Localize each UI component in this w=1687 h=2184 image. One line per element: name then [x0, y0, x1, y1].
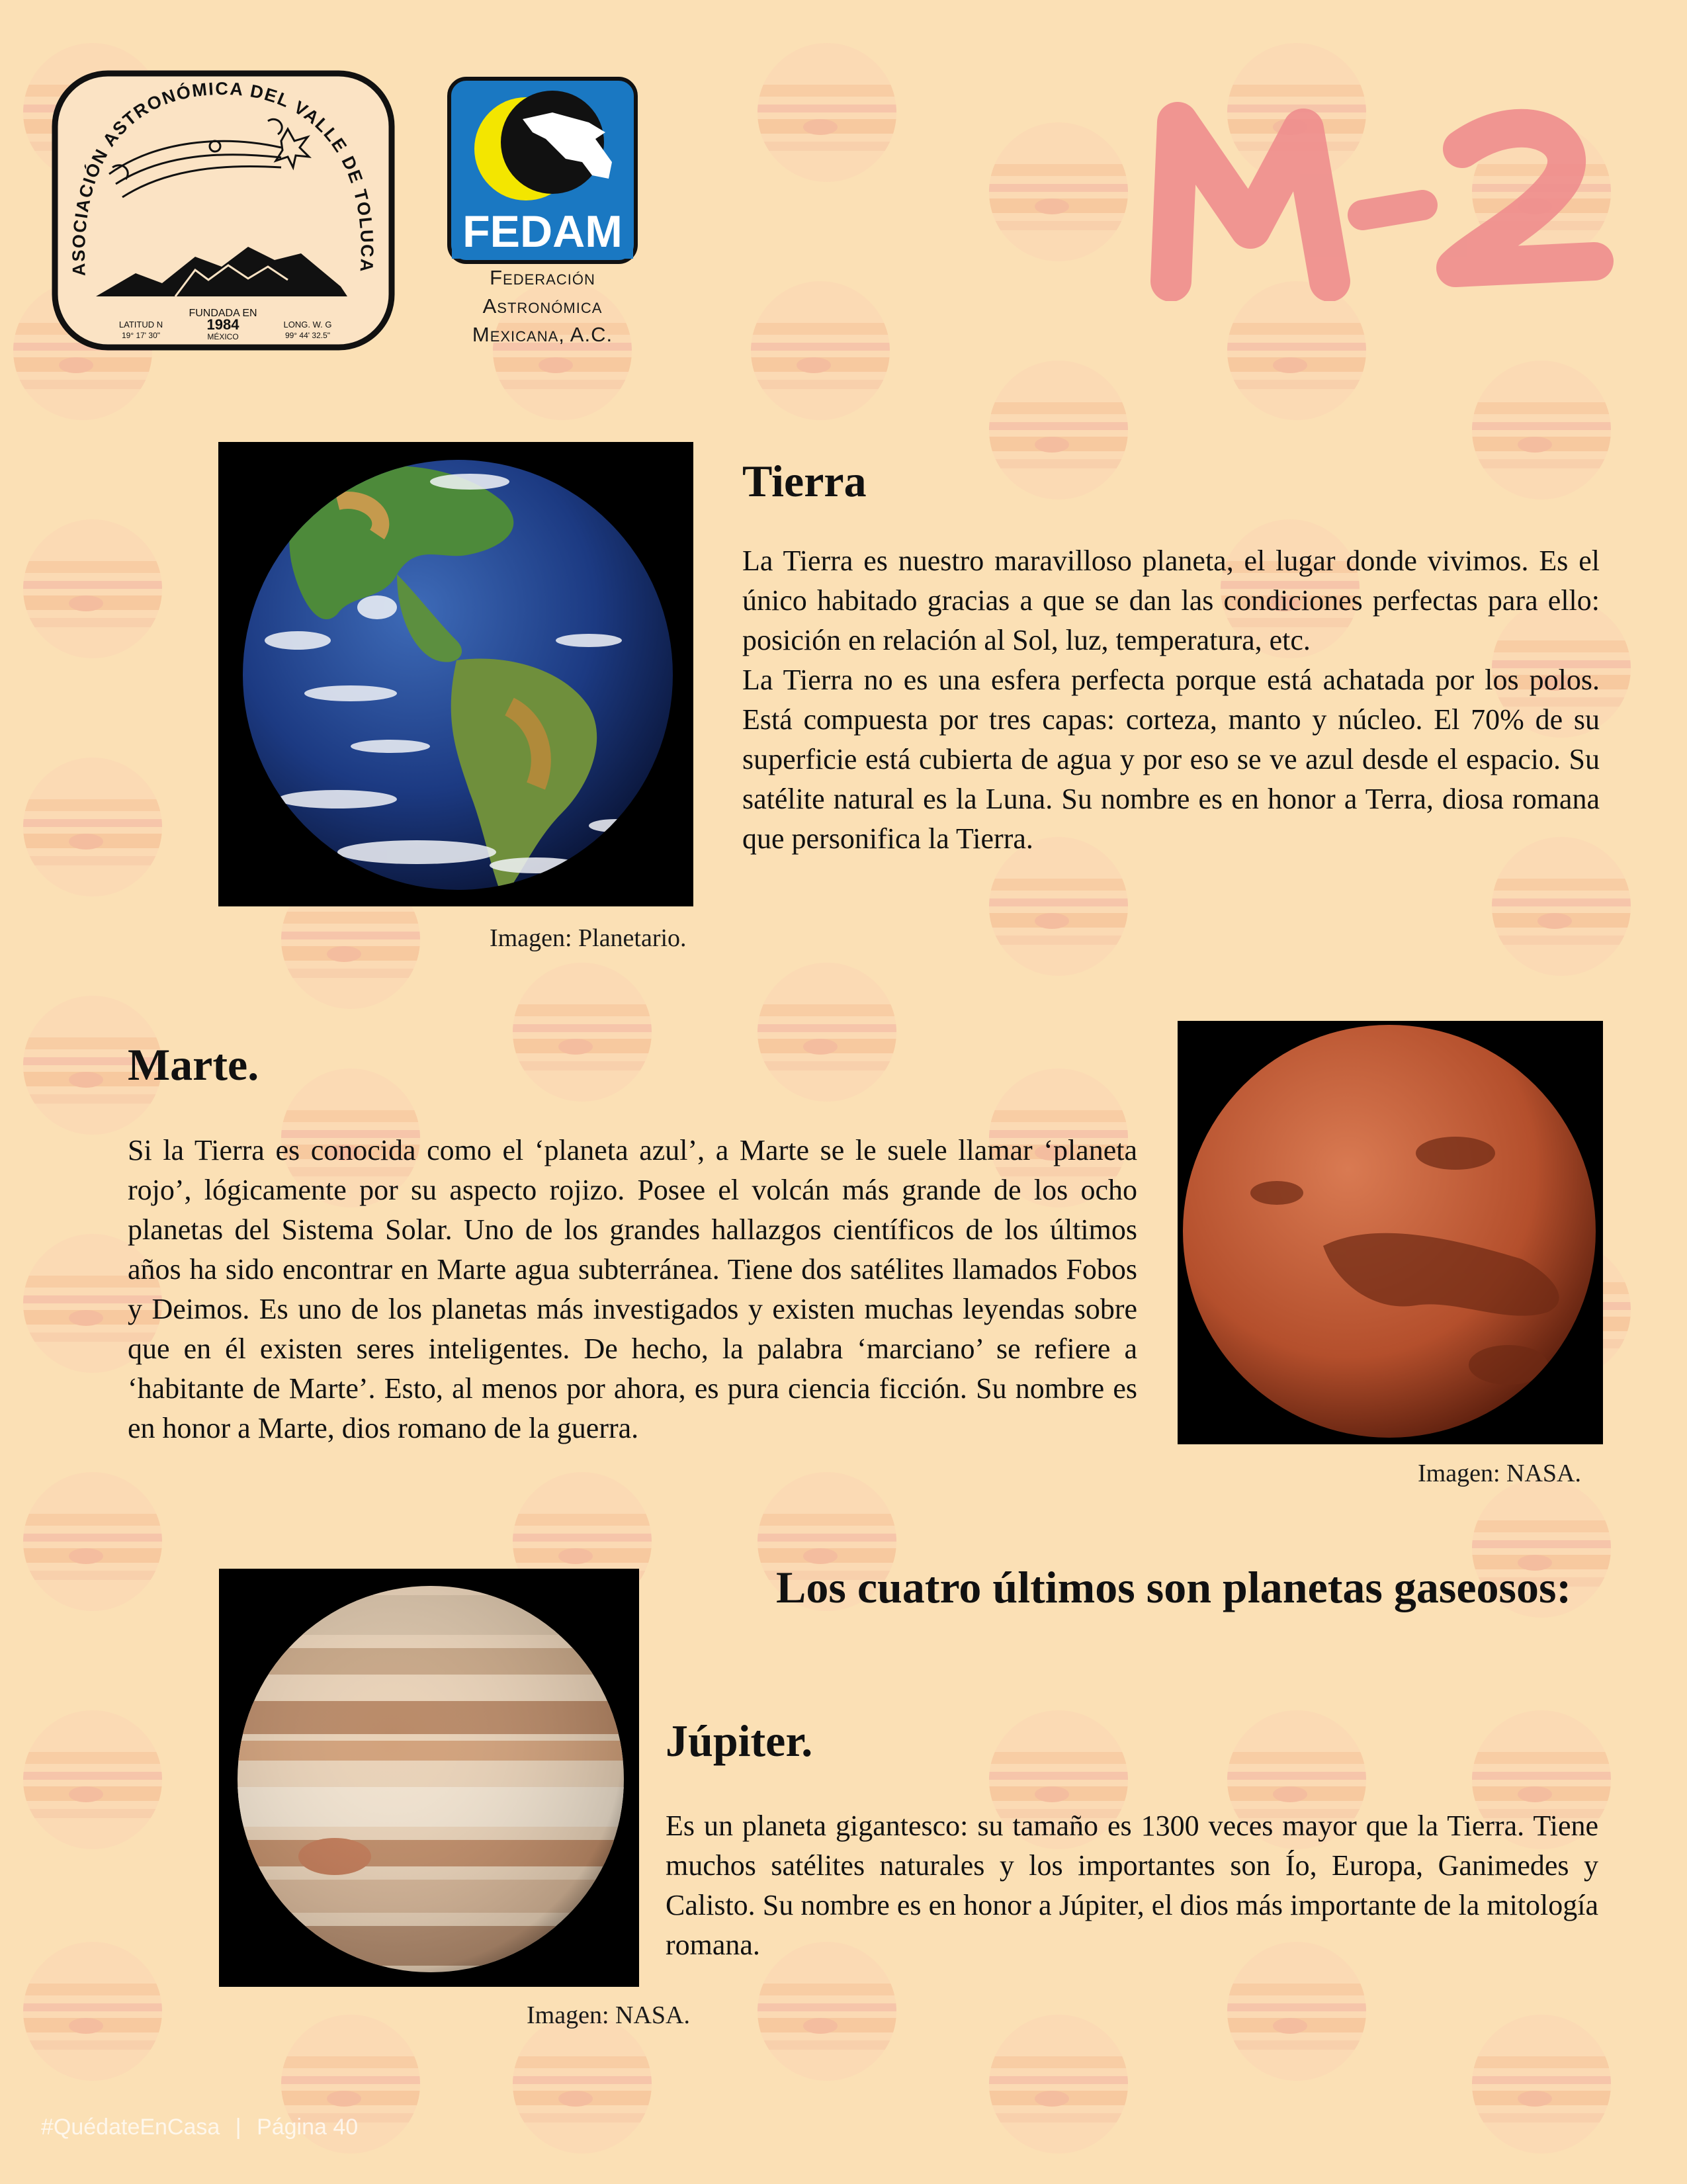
jupiter-paragraph: Es un planeta gigantesco: su tamaño es 1300 veces mayor que la Tierra. Tiene muchos satélites naturales y los importantes son Ío, Europa, Ganimedes y Calisto. Su nombre es en honor a Júpiter, el dios más importante de la mitología romana. — [666, 1810, 1598, 1961]
fedam-caption-line1: Federación — [490, 266, 595, 289]
fedam-caption-line2: Astronómica — [482, 294, 603, 318]
jupiter-image-credit: Imagen: NASA. — [527, 2001, 690, 2029]
association-long-label: LONG. W. G — [283, 320, 332, 329]
association-logo — [50, 68, 397, 353]
footer-hashtag: #QuédateEnCasa — [41, 2115, 220, 2140]
jupiter-title: Júpiter. — [666, 1716, 813, 1766]
fedam-logo — [447, 76, 638, 265]
mars-image — [1178, 1021, 1603, 1444]
association-lat-label: LATITUD N — [118, 320, 163, 329]
association-lat-value: 19° 17' 30" — [121, 331, 161, 340]
mars-icon — [1178, 1021, 1603, 1444]
mars-image-credit: Imagen: NASA. — [1418, 1460, 1581, 1487]
fedam-caption — [430, 263, 655, 349]
jupiter-text — [666, 1806, 1598, 1965]
page-footer — [41, 2115, 358, 2140]
fedam-acronym: FEDAM — [462, 206, 623, 257]
earth-title: Tierra — [742, 456, 867, 506]
earth-paragraph-2: La Tierra no es una esfera perfecta porque está achatada por los polos. Está compuesta por tres capas: corteza, manto y núcleo. El 70% de su superficie está cubierta de agua y por eso se ve azul desde el espacio. Su satélite natural es la Luna. Su nombre es en honor a Terra, diosa romana que personifica la Tierra. — [742, 664, 1600, 855]
fedam-caption-line3: Mexicana, A.C. — [472, 323, 613, 346]
gas-giants-heading: Los cuatro últimos son planetas gaseosos: — [776, 1562, 1572, 1612]
jupiter-image — [219, 1569, 639, 1987]
earth-image-credit: Imagen: Planetario. — [490, 924, 687, 952]
earth-text — [742, 541, 1600, 859]
m2-mark — [1131, 89, 1627, 301]
earth-paragraph-1: La Tierra es nuestro maravilloso planeta, el lugar donde vivimos. Es el único habitado gracias a que se dan las condiciones perfectas para ello: posición en relación al Sol, luz, temperatura, etc. — [742, 545, 1600, 656]
mars-title: Marte. — [128, 1039, 259, 1090]
association-founded-label: FUNDADA EN — [189, 308, 257, 319]
association-long-value: 99° 44' 32.5" — [284, 331, 331, 340]
mars-text — [128, 1131, 1137, 1448]
mars-paragraph: Si la Tierra es conocida como el ‘planeta azul’, a Marte se le suele llamar ‘planeta rojo’, lógicamente por su aspecto rojizo. Posee el volcán más grande de los ocho planetas del Sistema Solar. Uno de los grandes hallazgos científicos de los últimos años ha sido encontrar en Marte agua subterránea. Tiene dos satélites llamados Fobos y Deimos. Es uno de los planetas más investigados y existen muchas leyendas sobre que en él existen seres inteligentes. De hecho, la palabra ‘marciano’ se refiere a ‘habitante de Marte’. Esto, al menos por ahora, es pura ciencia ficción. Su nombre es en honor a Marte, dios romano de la guerra. — [128, 1134, 1137, 1444]
footer-separator: | — [235, 2115, 241, 2140]
association-founded-place: MÉXICO — [207, 332, 239, 341]
association-arc-text: ASOCIACIÓN ASTRONÓMICA DEL VALLE DE TOLUCA — [68, 78, 377, 277]
earth-icon — [218, 442, 693, 906]
association-founded-year: 1984 — [206, 316, 239, 333]
jupiter-icon — [219, 1569, 639, 1987]
footer-page-number: Página 40 — [257, 2115, 359, 2140]
earth-image — [218, 442, 693, 906]
